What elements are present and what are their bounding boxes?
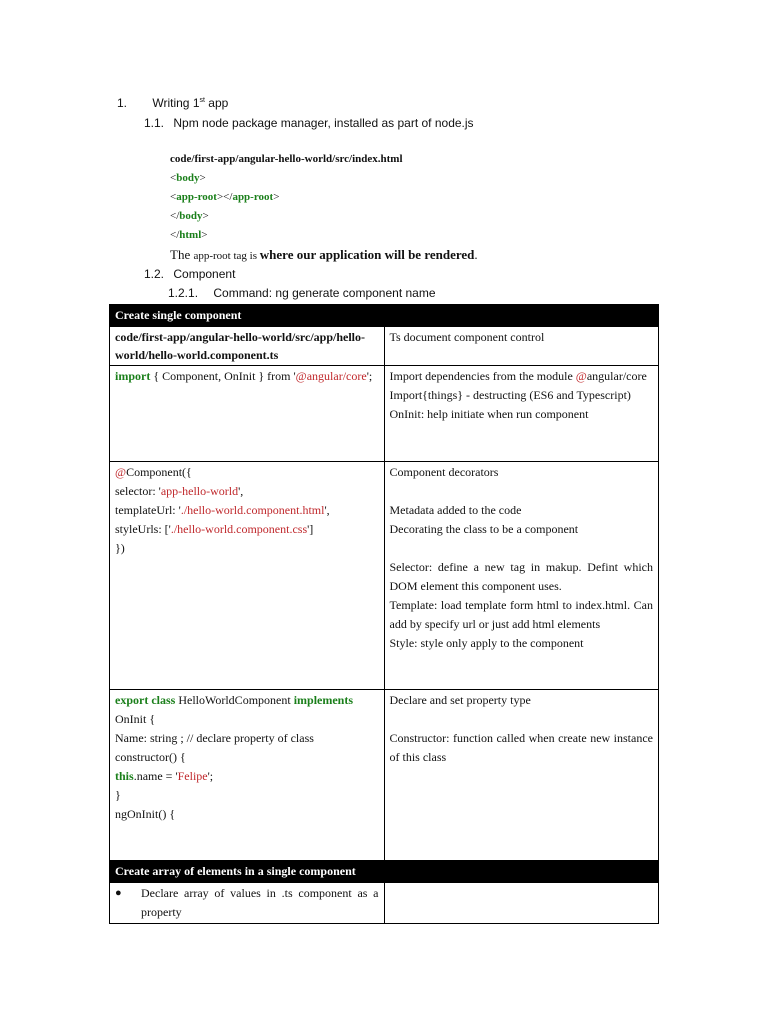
tag-app-root-open: app-root: [176, 191, 217, 203]
this-b: Felipe: [177, 769, 208, 783]
sentence-c: where our application will be rendered: [259, 247, 475, 262]
row2-left: [110, 366, 385, 462]
row4-spacer: [390, 710, 654, 729]
code-app-root: <app-root></app-root>: [170, 191, 280, 203]
row3-right: [384, 462, 659, 690]
item1-sup: st: [199, 97, 205, 104]
row5-left: [110, 883, 385, 924]
row3-right-line3: Decorating the class to be a component: [389, 522, 579, 536]
item11-number: 1.1.: [144, 116, 165, 130]
row2-right: [384, 366, 659, 462]
approot-sentence: [170, 247, 478, 263]
this-a: .name = ': [133, 769, 178, 783]
name-line: Name: string ; // declare property of class: [115, 731, 314, 745]
row2-right-line3: OnInit: help initiate when run component: [389, 407, 589, 421]
row3-right-line1: Component decorators: [389, 465, 499, 479]
row3-right-line4: Selector: define a new tag in makup. Defint which DOM element this component uses.: [389, 560, 653, 593]
row4-left: [110, 690, 385, 861]
row2-right-line2: Import{things} - destructing (ES6 and Typescript): [389, 388, 631, 402]
sentence-b: app-root tag is: [193, 250, 260, 262]
row3-right-line2: Metadata added to the code: [389, 503, 522, 517]
row3-spacer2: [390, 539, 654, 558]
this-c: ';: [207, 769, 214, 783]
brace-line: }: [115, 788, 121, 802]
constructor-line: constructor() {: [115, 750, 186, 764]
styleurls-line: [115, 520, 379, 539]
item121-number: 1.2.1.: [168, 286, 199, 300]
tag-html-close: html: [179, 229, 202, 241]
code-path: code/first-app/angular-hello-world/src/index.html: [170, 153, 403, 165]
decorator-close-line: }): [115, 541, 125, 555]
oninit-line: OnInit {: [115, 712, 156, 726]
table-header-create-single-component: Create single component: [110, 305, 659, 327]
r2-right1a: Import dependencies from the module: [389, 369, 576, 383]
outline-item-1-2-1: [168, 286, 436, 300]
sty-c: ']: [307, 522, 314, 536]
import-module: @angular/core: [295, 369, 367, 383]
row3-right-line6: Style: style only apply to the component: [389, 636, 584, 650]
row3-left: [110, 462, 385, 690]
row5-bullet-item: [115, 884, 379, 922]
r2-right1c: angular/core: [586, 369, 647, 383]
table-header-create-array: Create array of elements in a single component: [110, 861, 659, 883]
item1-tail: app: [204, 96, 229, 110]
tag-body: body: [176, 172, 200, 184]
r2-right1b: @: [575, 369, 587, 383]
kw-implements: implements: [293, 693, 354, 707]
tag-app-root-close: app-root: [232, 191, 274, 203]
ngoninit-line: ngOnInit() {: [115, 807, 176, 821]
outline-item-1-1: [144, 116, 474, 130]
row5-right: [384, 883, 659, 924]
code-body-open: <body>: [170, 172, 206, 184]
kw-import: import: [115, 369, 151, 383]
kw-export-class: export class: [115, 693, 176, 707]
item12-number: 1.2.: [144, 267, 165, 281]
decorator-line: [115, 463, 379, 482]
sel-c: ',: [238, 484, 244, 498]
item1-number: 1.: [117, 96, 128, 110]
row5-left-text: Declare array of values in .ts component as a property: [141, 886, 379, 919]
tpl-b: ./hello-world.component.html: [180, 503, 325, 517]
sty-b: ./hello-world.component.css: [170, 522, 308, 536]
item1-text: Writing 1: [152, 96, 200, 110]
row1-left: code/first-app/angular-hello-world/src/app/hello-world/hello-world.component.ts: [110, 327, 385, 366]
tpl-c: ',: [324, 503, 330, 517]
tag-body-close: body: [179, 210, 203, 222]
code-body-close: </body>: [170, 210, 209, 222]
this-line: [115, 767, 379, 786]
selector-line: [115, 482, 379, 501]
import-mid: { Component, OnInit } from ': [150, 369, 296, 383]
template-line: [115, 501, 379, 520]
sentence-a: The: [170, 247, 194, 262]
outline-item-1: [117, 96, 228, 110]
kw-this: this: [115, 769, 134, 783]
row1-right: Ts document component control: [384, 327, 659, 366]
class-line: [115, 691, 379, 710]
item12-text: Component: [173, 267, 236, 281]
sentence-d: .: [474, 247, 478, 262]
row4-right-line1: Declare and set property type: [389, 693, 531, 707]
class-name: HelloWorldComponent: [175, 693, 294, 707]
sty-a: styleUrls: [': [115, 522, 171, 536]
item11-text: Npm node package manager, installed as part of node.js: [173, 116, 474, 130]
row2-right-line1: [390, 367, 654, 386]
decorator-at: @: [115, 465, 127, 479]
row4-right-line2: Constructor: function called when create new instance of this class: [389, 731, 653, 764]
code-html-close: </html>: [170, 229, 208, 241]
import-end: ';: [366, 369, 373, 383]
item121-text: Command: ng generate component name: [213, 286, 436, 300]
outline-item-1-2: [144, 267, 235, 281]
row3-spacer1: [390, 482, 654, 501]
row3-right-line5: Template: load template form html to index.html. Can add by specify url or just add html elements: [389, 598, 653, 631]
tpl-a: templateUrl: ': [115, 503, 181, 517]
sel-b: app-hello-world: [160, 484, 239, 498]
component-table: [109, 304, 659, 924]
row4-right: [384, 690, 659, 861]
bullet-icon: ●: [115, 887, 122, 899]
decorator-name: Component({: [126, 465, 192, 479]
sel-a: selector: ': [115, 484, 161, 498]
